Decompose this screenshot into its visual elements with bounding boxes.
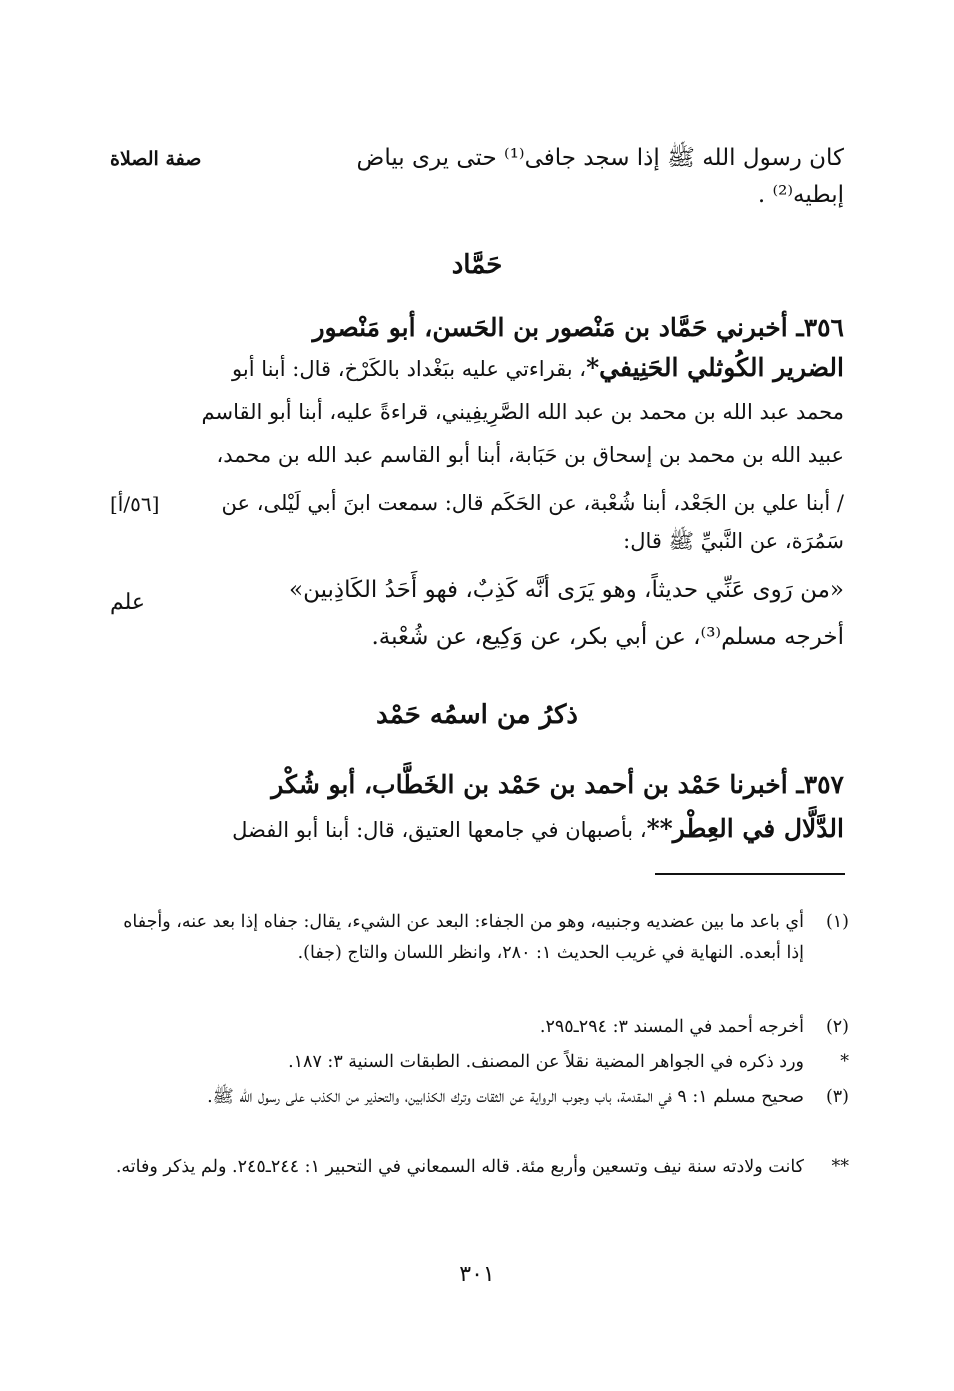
footnote-text: كانت ولادته سنة نيف وتسعين وأربع مئة. قاله السمعاني في التحبير ١: ٢٤٤ـ٢٤٥. ولم يذكر وفاته.: [115, 1157, 804, 1177]
text-line: كان رسول الله ﷺ إذا سجد جافى⁽¹⁾ حتى يرى بياض: [356, 145, 844, 171]
footnote-text: أخرجه أحمد في المسند ٣: ٢٩٤ـ٢٩٥.: [539, 1017, 804, 1037]
text-line: عبيد الله بن محمد بن إسحاق بن حَبَابة، أبنا أبو القاسم عبد الله بن محمد،: [216, 443, 844, 467]
entry-name: الدَّلَّال في العِطْر**: [646, 814, 844, 843]
entry-heading: ٣٥٦ـ أخبرني حَمَّاد بن مَنْصور بن الحَسن، أبو مَنْصور: [312, 313, 844, 342]
footnote-number: *: [840, 1052, 849, 1072]
footnote: [109, 1152, 849, 1183]
entry-heading: ٣٥٧ـ أخبرنا حَمْد بن أحمد بن حَمْد بن الخَطَّاب، أبو شُكْر: [271, 770, 844, 799]
section-heading: حَمَّاد: [451, 250, 503, 280]
footnote-number: **: [831, 1157, 849, 1177]
text-line: / أبنا علي بن الجَعْد، أبنا شُعْبة، عن الحَكَم قال: سمعت ابنَ أبي لَيْلى، عن: [221, 491, 844, 515]
footnote: [109, 1082, 849, 1113]
footnote-separator: [655, 873, 845, 875]
entry-text: ، بأصبهان في جامعها العتيق، قال: أبنا أبو الفضل: [232, 818, 647, 842]
footnote: [109, 1012, 849, 1043]
text-line: [234, 814, 844, 845]
footnote-text: ورد ذكره في الجواهر المضية نقلاً عن المصنف. الطبقات السنية ٣: ١٨٧.: [288, 1052, 804, 1072]
footnote-number: (٣): [825, 1087, 849, 1107]
text-line: محمد عبد الله بن محمد بن عبد الله الصَّرِيفِيني، قراءةً عليه، أبنا أبو القاسم: [201, 400, 844, 424]
footnote-text: أي باعد ما بين عضديه وجنبيه، وهو من الجفاء: البعد عن الشيء، يقال: جفاه إذا بعد عنه، وأجفاه إذا أبعده. النهاية في غريب الحديث ١: ٢٨٠، وانظر اللسان والتاج (جفا).: [123, 912, 804, 963]
folio-marker: [٥٦/أ]: [110, 492, 160, 516]
hadith-text: «من رَوى عَنِّي حديثاً، وهو يَرَى أنَّه كَذِبٌ، فهو أَحَدُ الكَاذِبين»: [289, 577, 844, 603]
footnote-number: (٢): [825, 1017, 849, 1037]
section-heading: ذكرُ من اسمُه حَمْد: [376, 700, 578, 730]
running-head: صفة الصلاة: [110, 148, 202, 170]
page-number: ٣٠١: [459, 1262, 495, 1287]
footnote: [109, 907, 849, 969]
margin-term: علم: [110, 590, 146, 615]
footnote-number: (١): [825, 912, 849, 932]
text-line: أخرجه مسلم⁽³⁾، عن أبي بكر، عن وَكِيع، عن شُعْبة.: [371, 624, 844, 650]
footnote-text: صحيح مسلم ١: ٩ في المقدمة، باب وجوب الرواية عن الثقات وترك الكذابين، والتحذير من الكذب على رسول الله ﷺ.: [207, 1087, 804, 1107]
entry-text: ، بقراءتي عليه ببَغْداد بالكَرْخ، قال: أبنا أبو: [232, 357, 587, 381]
text-line: إبطيه⁽²⁾ .: [757, 182, 844, 208]
entry-name: الضرير الكُوثلي الحَنِيفي*: [586, 353, 844, 382]
text-line: [234, 353, 844, 384]
footnote: [109, 1047, 849, 1078]
text-line: سَمُرَة، عن النَّبيِّ ﷺ قال:: [623, 529, 844, 553]
